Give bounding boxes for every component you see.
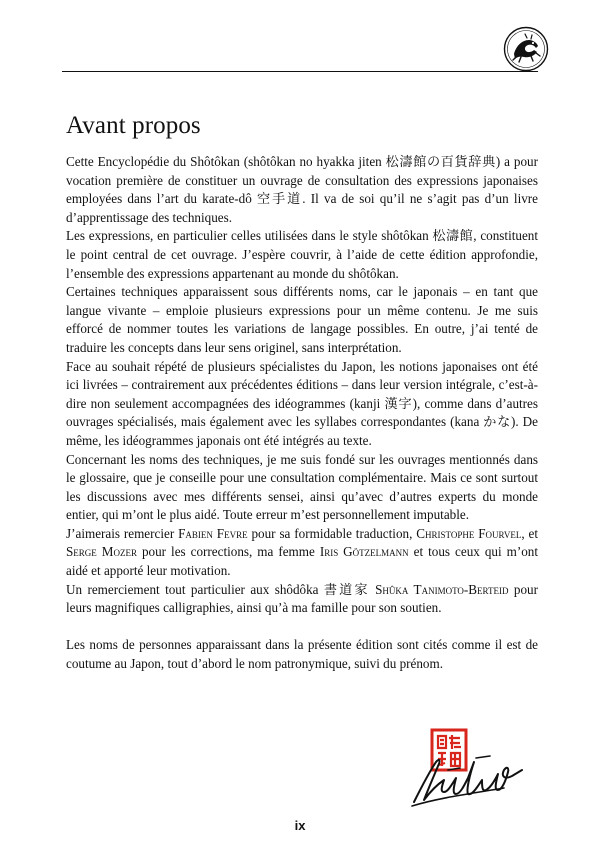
paragraph-spacer: [66, 618, 538, 637]
paragraph-4: Face au souhait répété de plusieurs spécialistes du Japon, les notions japonaises ont été ici livrées – contrairement aux précédentes éditions – dans leur version intégrale, c’est-à-dire non seulement accompagnées des idéogrammes (kanji 漢字), comme dans d’autres ouvrages spécialisés, mais également avec les syllabes correspondantes (kana かな). De même, les idéogrammes japonais ont été intégrés au texte.: [66, 358, 538, 448]
shotokan-tiger-icon: [503, 26, 549, 72]
person-name: Christophe Fourvel: [416, 525, 522, 541]
person-name: Shûka Tanimoto-Berteid: [375, 581, 509, 597]
text-span: , et: [521, 525, 538, 541]
paragraph-8: Les noms de personnes apparaissant dans la présente édition sont cités comme il est de coutume au Japon, tout d’abord le nom patronymique, suivi du prénom.: [66, 637, 538, 672]
body-text: [66, 153, 538, 674]
page-title: Avant propos: [66, 112, 201, 139]
text-span: pour les corrections, ma femme: [136, 544, 320, 560]
paragraph-5: Concernant les noms des techniques, je me suis fondé sur les ouvrages mentionnés dans le glossaire, que je conseille pour une consultation complémentaire. Mais ce sont surtout les discussions avec mes différents sensei, ainsi qu’avec d’autres experts du monde entier, qui m’ont le plus aidé. Toute erreur m’est personnellement imputable.: [66, 451, 538, 523]
paragraph-2: Les expressions, en particulier celles utilisées dans le style shôtôkan 松濤館, constituent le point central de cet ouvrage. J’espère couvrir, à l’aide de cette édition approfondie, l’ensemble des expressions appartenant au monde du shôtôkan.: [66, 228, 538, 281]
paragraph-7: [66, 581, 538, 618]
text-span: J’aimerais remercier: [66, 525, 179, 541]
person-name: Serge Mozer: [66, 544, 137, 560]
text-span: Un remerciement tout particulier aux shôdôka 書道家: [66, 581, 376, 597]
person-name: Fabien Fevre: [178, 525, 248, 541]
paragraph-1: Cette Encyclopédie du Shôtôkan (shôtôkan no hyakka jiten 松濤館の百貨辞典) a pour vocation première de constituer un ouvrage de consultation des expressions japonaises employées dans l’art du karate-dô 空手道. Il va de soi qu’il ne s’agit pas d’un livre d’apprentissage des techniques.: [66, 154, 538, 225]
text-span: et tous ceux qui m’ont aidé et apporté leur motivation.: [66, 544, 538, 579]
page-number: ix: [294, 818, 306, 833]
text-span: pour sa formidable traduction,: [247, 525, 417, 541]
person-name: Iris Götzelmann: [319, 544, 409, 560]
header-rule: [62, 71, 538, 72]
paragraph-3: Certaines techniques apparaissent sous différents noms, car le japonais – en tant que langue vivante – emploie plusieurs expressions pour un même contenu. Je me suis efforcé de nommer toutes les variations de langage possibles. En outre, j’ai tenté de traduire les concepts dans leur sens originel, sans interprétation.: [66, 284, 538, 355]
text-span: pour leurs magnifiques calligraphies, ainsi qu’à ma famille pour son soutien.: [66, 581, 538, 616]
paragraph-6: [66, 525, 538, 581]
handwritten-signature-icon: [408, 740, 526, 812]
